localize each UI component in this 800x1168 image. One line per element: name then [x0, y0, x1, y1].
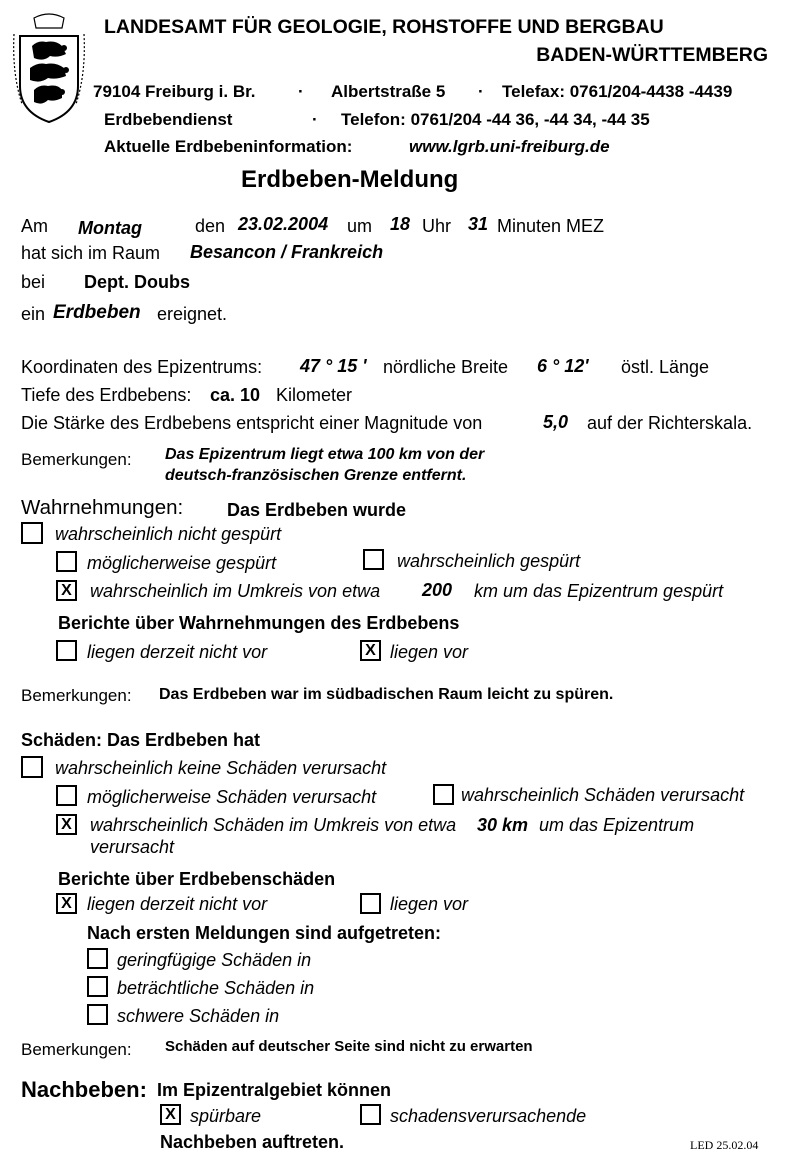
info-label: Aktuelle Erdbebeninformation:	[104, 137, 353, 156]
page-title: Erdbeben-Meldung	[241, 166, 459, 193]
option-label: verursacht	[90, 837, 175, 857]
hour-value: 18	[390, 214, 411, 234]
checkbox-considerable-damage[interactable]	[87, 976, 108, 997]
remark-text: Schäden auf deutscher Seite sind nicht zu erwarten	[165, 1038, 533, 1055]
option-label: schadensverursachende	[390, 1106, 587, 1126]
info-url[interactable]: www.lgrb.uni-freiburg.de	[409, 137, 610, 156]
remark-text: Das Erdbeben war im südbadischen Raum leicht zu spüren.	[159, 686, 614, 703]
separator: ·	[478, 82, 484, 101]
option-label: liegen vor	[390, 642, 469, 662]
ereignet-label: ereignet.	[157, 304, 228, 324]
checkbox-felt-aftershocks[interactable]: X	[160, 1104, 181, 1125]
uhr-label: Uhr	[422, 216, 452, 236]
latitude-label: nördliche Breite	[383, 357, 509, 377]
checkbox-felt-radius[interactable]: X	[56, 580, 77, 601]
aftershock-footer: Nachbeben auftreten.	[160, 1132, 345, 1152]
checkbox-reports-none[interactable]	[56, 640, 77, 661]
checkbox-damaging-aftershocks[interactable]	[360, 1104, 381, 1125]
remark-line: Das Epizentrum liegt etwa 100 km von der	[165, 446, 485, 463]
perception-heading: Wahrnehmungen:	[21, 496, 184, 519]
service-name: Erdbebendienst	[104, 110, 233, 129]
date-stamp: LED 25.02.04	[690, 1138, 759, 1152]
option-label: geringfügige Schäden in	[117, 950, 312, 970]
option-label: wahrscheinlich gespürt	[397, 551, 581, 571]
perception-subheading: Das Erdbeben wurde	[227, 500, 407, 520]
date-value: 23.02.2004	[238, 214, 329, 234]
longitude-label: östl. Länge	[621, 357, 710, 377]
checkbox-not-felt[interactable]	[21, 522, 43, 544]
am-label: Am	[21, 216, 48, 236]
bei-value: Dept. Doubs	[84, 272, 190, 292]
option-label: möglicherweise Schäden verursacht	[87, 787, 377, 807]
latitude-value: 47 ° 15 '	[300, 356, 367, 376]
coat-of-arms-icon	[12, 10, 86, 128]
option-label: liegen vor	[390, 894, 469, 914]
option-label: wahrscheinlich keine Schäden verursacht	[55, 758, 387, 778]
radius-value: 30 km	[477, 815, 529, 835]
um-label: um	[347, 216, 373, 236]
agency-name: LANDESAMT FÜR GEOLOGIE, ROHSTOFFE UND BERGBAU	[104, 16, 664, 38]
option-label: wahrscheinlich nicht gespürt	[55, 524, 282, 544]
option-label: wahrscheinlich Schäden im Umkreis von etwa	[90, 815, 457, 835]
checkbox-maybe-felt[interactable]	[56, 551, 77, 572]
separator: ·	[298, 82, 304, 101]
minute-value: 31	[468, 214, 489, 234]
bei-label: bei	[21, 272, 46, 292]
option-label: beträchtliche Schäden in	[117, 978, 315, 998]
checkbox-probably-damage[interactable]	[433, 784, 454, 805]
aftershock-heading: Nachbeben:	[21, 1077, 147, 1102]
checkbox-severe-damage[interactable]	[87, 1004, 108, 1025]
minuten-label: Minuten MEZ	[497, 216, 605, 236]
magnitude-label: Die Stärke des Erdbebens entspricht einer Magnitude von	[21, 413, 483, 433]
option-label: liegen derzeit nicht vor	[87, 642, 268, 662]
magnitude-suffix: auf der Richterskala.	[587, 413, 753, 433]
ein-label: ein	[21, 304, 46, 324]
checkbox-damage-reports-yes[interactable]	[360, 893, 381, 914]
radius-value: 200	[422, 580, 453, 600]
separator: ·	[312, 110, 318, 129]
event-type: Erdbeben	[53, 302, 141, 323]
depth-label: Tiefe des Erdbebens:	[21, 385, 192, 405]
checkbox-damage-radius[interactable]: X	[56, 814, 77, 835]
option-label: spürbare	[190, 1106, 262, 1126]
checkbox-no-damage[interactable]	[21, 756, 43, 778]
longitude-value: 6 ° 12'	[537, 356, 589, 376]
option-label: möglicherweise gespürt	[87, 553, 277, 573]
weekday-value: Montag	[78, 218, 142, 238]
reports-heading: Berichte über Wahrnehmungen des Erdbebens	[58, 613, 460, 633]
raum-label: hat sich im Raum	[21, 243, 161, 263]
raum-value: Besancon / Frankreich	[190, 242, 384, 262]
coords-label: Koordinaten des Epizentrums:	[21, 357, 263, 377]
den-label: den	[195, 216, 226, 236]
depth-unit: Kilometer	[276, 385, 353, 405]
remark-label: Bemerkungen:	[21, 450, 132, 469]
option-label: liegen derzeit nicht vor	[87, 894, 268, 914]
address-street: Albertstraße 5	[331, 82, 446, 101]
fax-number: Telefax: 0761/204-4438 -4439	[502, 82, 733, 101]
option-label: km um das Epizentrum gespürt	[474, 581, 724, 601]
address-city: 79104 Freiburg i. Br.	[93, 82, 256, 101]
aftershock-subheading: Im Epizentralgebiet können	[157, 1080, 392, 1100]
phone-number: Telefon: 0761/204 -44 36, -44 34, -44 35	[341, 110, 650, 129]
first-reports-heading: Nach ersten Meldungen sind aufgetreten:	[87, 923, 442, 943]
option-label: um das Epizentrum	[539, 815, 695, 835]
depth-value: ca. 10	[210, 385, 261, 405]
remark-label: Bemerkungen:	[21, 1040, 132, 1059]
checkbox-reports-yes[interactable]: X	[360, 640, 381, 661]
option-label: wahrscheinlich im Umkreis von etwa	[90, 581, 381, 601]
remark-label: Bemerkungen:	[21, 686, 132, 705]
agency-state: BADEN-WÜRTTEMBERG	[536, 44, 768, 66]
option-label: schwere Schäden in	[117, 1006, 280, 1026]
magnitude-value: 5,0	[543, 412, 569, 432]
option-label: wahrscheinlich Schäden verursacht	[461, 785, 745, 805]
checkbox-maybe-damage[interactable]	[56, 785, 77, 806]
checkbox-damage-reports-none[interactable]: X	[56, 893, 77, 914]
damage-reports-heading: Berichte über Erdbebenschäden	[58, 869, 336, 889]
damage-heading: Schäden: Das Erdbeben hat	[21, 730, 261, 750]
remark-line: deutsch-französischen Grenze entfernt.	[165, 467, 467, 484]
checkbox-minor-damage[interactable]	[87, 948, 108, 969]
checkbox-probably-felt[interactable]	[363, 549, 384, 570]
